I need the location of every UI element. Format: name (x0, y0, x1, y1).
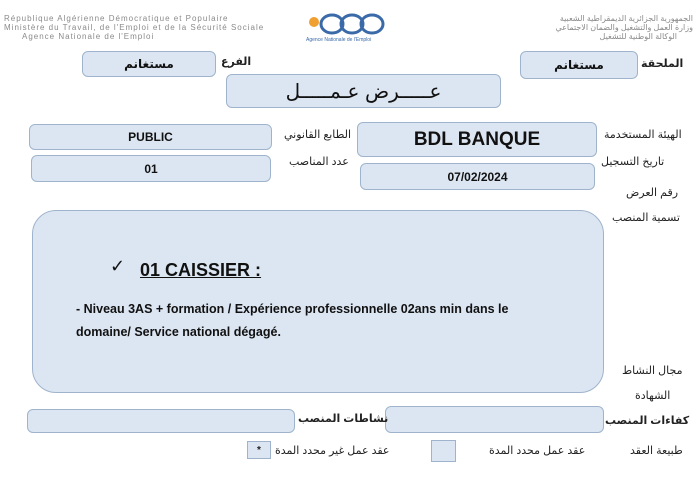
header-fr-line3: Agence Nationale de l'Emploi (22, 32, 155, 41)
label-branch: الفرع (221, 56, 252, 68)
annexe-field[interactable]: مستغانم (520, 51, 638, 79)
label-diploma: الشهادة (635, 390, 671, 402)
header-ar-line3: الوكالة الوطنية للتشغيل (599, 32, 677, 41)
label-indefinite-term: عقد عمل غير محدد المدة (275, 445, 390, 457)
label-fixed-term: عقد عمل محدد المدة (489, 445, 586, 457)
logo-caption: Agence Nationale de l'Emploi (306, 37, 372, 43)
header-fr-line2: Ministère du Travail, de l'Emploi et de la Sécurité Sociale (4, 23, 265, 32)
position-skills-field[interactable] (385, 406, 604, 433)
header-ar-line1: الجمهورية الجزائرية الديمقراطية الشعبية (559, 14, 693, 23)
indefinite-term-checkbox[interactable]: * (247, 441, 271, 459)
label-position-skills: كفاءات المنصب (605, 415, 690, 427)
reg-date-field[interactable]: 07/02/2024 (360, 163, 595, 190)
label-activity-field: مجال النشاط (622, 365, 683, 377)
positions-count-field[interactable]: 01 (31, 155, 271, 182)
check-icon: ✓ (110, 256, 126, 276)
header-ar-line2: وزارة العمل والتشغيل والضمان الاجتماعي (555, 23, 693, 32)
label-annexe: الملحقة (641, 58, 684, 70)
label-position-activities: نشاطات المنصب (298, 413, 389, 425)
label-reg-date: تاريخ التسجيل (601, 156, 665, 168)
label-contract-nature: طبيعة العقد (630, 445, 683, 457)
label-legal-nature: الطابع القانوني (284, 129, 352, 141)
label-positions-count: عدد المناصب (289, 156, 349, 168)
job-description: - Niveau 3AS + formation / Expérience professionnelle 02ans min dans le domaine/ Service national dégagé. (76, 302, 509, 339)
job-title: 01 CAISSIER : (140, 260, 262, 280)
legal-nature-field[interactable]: PUBLIC (29, 124, 272, 150)
offer-title: عـــــرض عـمـــــل (226, 74, 501, 108)
header-fr-line1: République Algérienne Démocratique et Populaire (4, 14, 229, 23)
branch-field[interactable]: مستغانم (82, 51, 216, 77)
anem-logo (302, 8, 392, 44)
label-employer: الهيئة المستخدمة (604, 129, 682, 141)
label-offer-number: رقم العرض (626, 187, 679, 199)
fixed-term-checkbox[interactable] (431, 440, 456, 462)
label-position-name: تسمية المنصب (612, 212, 680, 224)
employer-field[interactable]: BDL BANQUE (357, 122, 597, 157)
position-activities-field[interactable] (27, 409, 295, 433)
